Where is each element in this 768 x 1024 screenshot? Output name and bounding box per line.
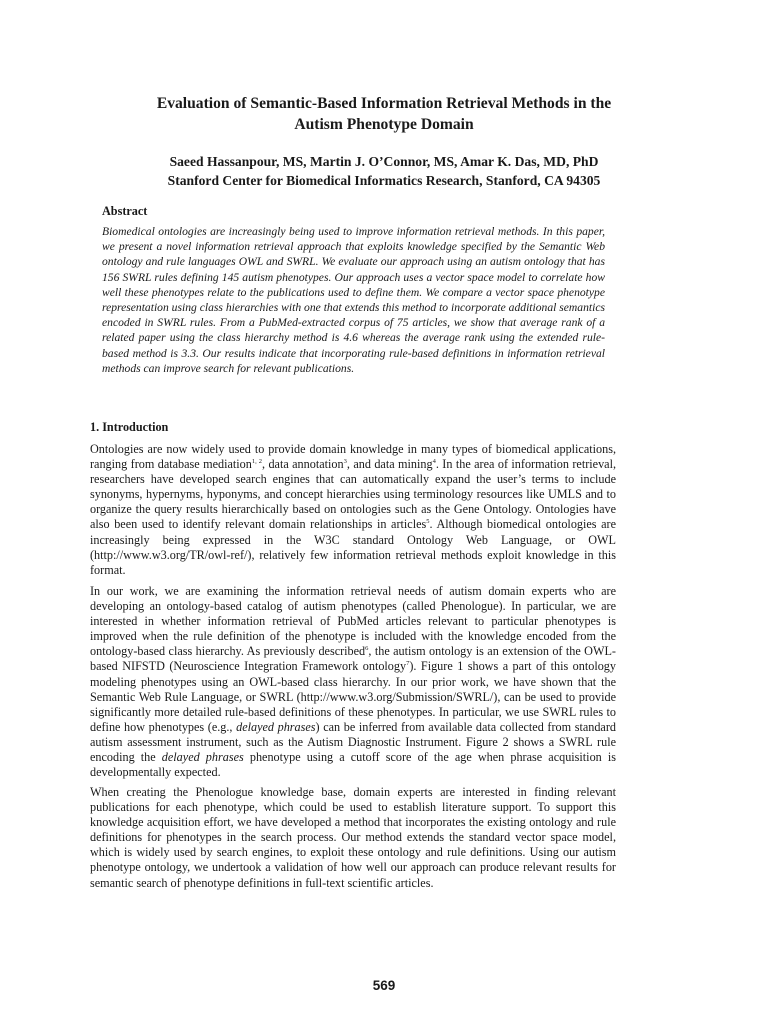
p2-emphasis: delayed phrases [236,719,316,734]
p1-text-d: . In the area of information retrieval, researchers have developed search engines that can automatically expand the user’s terms to include synonyms, hypernyms, hyponyms, and concept hierarchies using terminology resources like UMLS and to organize the query results hierarchically based on ontologies such as the Gene Ontology. Ontologies have also been used to identify relevant domain relationships in articles [90,457,617,532]
paper-title [60,93,708,135]
p2-text-b: , the autism ontology is an extension of the OWL-based NIFSTD (Neuroscience Integration Framework ontology [90,644,616,674]
section-heading-introduction: 1. Introduction [90,420,169,434]
citation-sup: 7 [406,660,410,668]
citation-sup: 6 [365,645,369,653]
author-block [60,152,708,190]
p1-text-b: , data annotation [261,457,344,472]
p1-text-a: Ontologies are now widely used to provide domain knowledge in many types of biomedical applications, ranging from database mediation [90,442,616,472]
p1-text-c: , and data mining [346,457,433,472]
p2-text-d: ) can be inferred from available data collected from standard autism assessment instrument, such as the Autism Diagnostic Instrument. Figure 2 shows a SWRL rule encoding the [90,719,616,765]
p2-text-a: In our work, we are examining the information retrieval needs of autism domain experts who are developing an ontology-based catalog of autism phenotypes (called Phenologue). In particular, we are interested in whether information retrieval of PubMed articles relevant to particular phenotypes is improved when the rule definition of the phenotype is included with the knowledge encoded from the ontology-based class hierarchy. As previously described [90,584,616,659]
citation-sup: 5 [426,518,430,526]
abstract-text: Biomedical ontologies are increasingly being used to improve information retrieval methods. In this paper, we present a novel information retrieval approach that exploits knowledge specified by the Semantic Web ontology and rule languages OWL and SWRL. We evaluate our approach using an autism ontology that has 156 SWRL rules defining 145 autism phenotypes. Our approach uses a vector space model to correlate how well these phenotypes relate to the publications used to define them. We compare a vector space phenotype representation using class hierarchies with one that extends this method to incorporate additional semantics encoded in SWRL rules. From a PubMed-extracted corpus of 75 articles, we show that average rank of a related paper using the class hierarchy method is 4.6 whereas the average rank using the extended rule-based method is 3.3. Our results indicate that incorporating rule-based definitions in information retrieval methods can improve search for relevant publications. [102,225,605,375]
abstract-heading: Abstract [102,204,148,218]
title-line-1: Evaluation of Semantic-Based Information Retrieval Methods in the [156,95,612,112]
affiliation-line: Stanford Center for Biomedical Informatics Research, Stanford, CA 94305 [167,173,601,188]
p1-text-e: . Although biomedical ontologies are increasingly being expressed in the W3C standard Ontology Web Language, or OWL (http://www.w3.org/TR/owl-ref/), relatively few information retrieval methods exploit knowledge in this format. [90,517,616,577]
citation-sup: 4 [432,458,436,466]
p2-text-e: phenotype using a cutoff score of the age when phrase acquisition is developmentally expected. [90,750,616,780]
page-number: 569 [372,978,396,993]
intro-paragraph-1 [90,442,616,578]
citation-sup: 1, 2 [251,458,262,466]
intro-paragraph-2 [90,584,616,780]
p2-text-c: ). Figure 1 shows a part of this ontology modeling phenotypes using an OWL-based class hierarchy. In our prior work, we have shown that the Semantic Web Rule Language, or SWRL (http://www.w3.org/Submission/SWRL/), can be used to provide significantly more detailed rule-based definitions of these phenotypes. In particular, we use SWRL rules to define how phenotypes (e.g., [90,659,616,734]
authors-line: Saeed Hassanpour, MS, Martin J. O’Connor, MS, Amar K. Das, MD, PhD [169,154,599,169]
citation-sup: 3 [343,458,347,466]
intro-paragraph-3: When creating the Phenologue knowledge base, domain experts are interested in finding relevant publications for each phenotype, which could be used to establish literature support. To support this knowledge acquisition effort, we have developed a method that incorporates the existing ontology and rule definitions for phenotypes in the search process. Our method extends the standard vector space model, which is widely used by search engines, to exploit these ontology and rule definitions. Using our autism phenotype ontology, we undertook a validation of how well our approach can produce relevant results for semantic search of phenotype definitions in full-text scientific articles. [90,785,616,890]
p2-emphasis: delayed phrases [161,750,244,765]
title-line-2: Autism Phenotype Domain [294,116,474,133]
